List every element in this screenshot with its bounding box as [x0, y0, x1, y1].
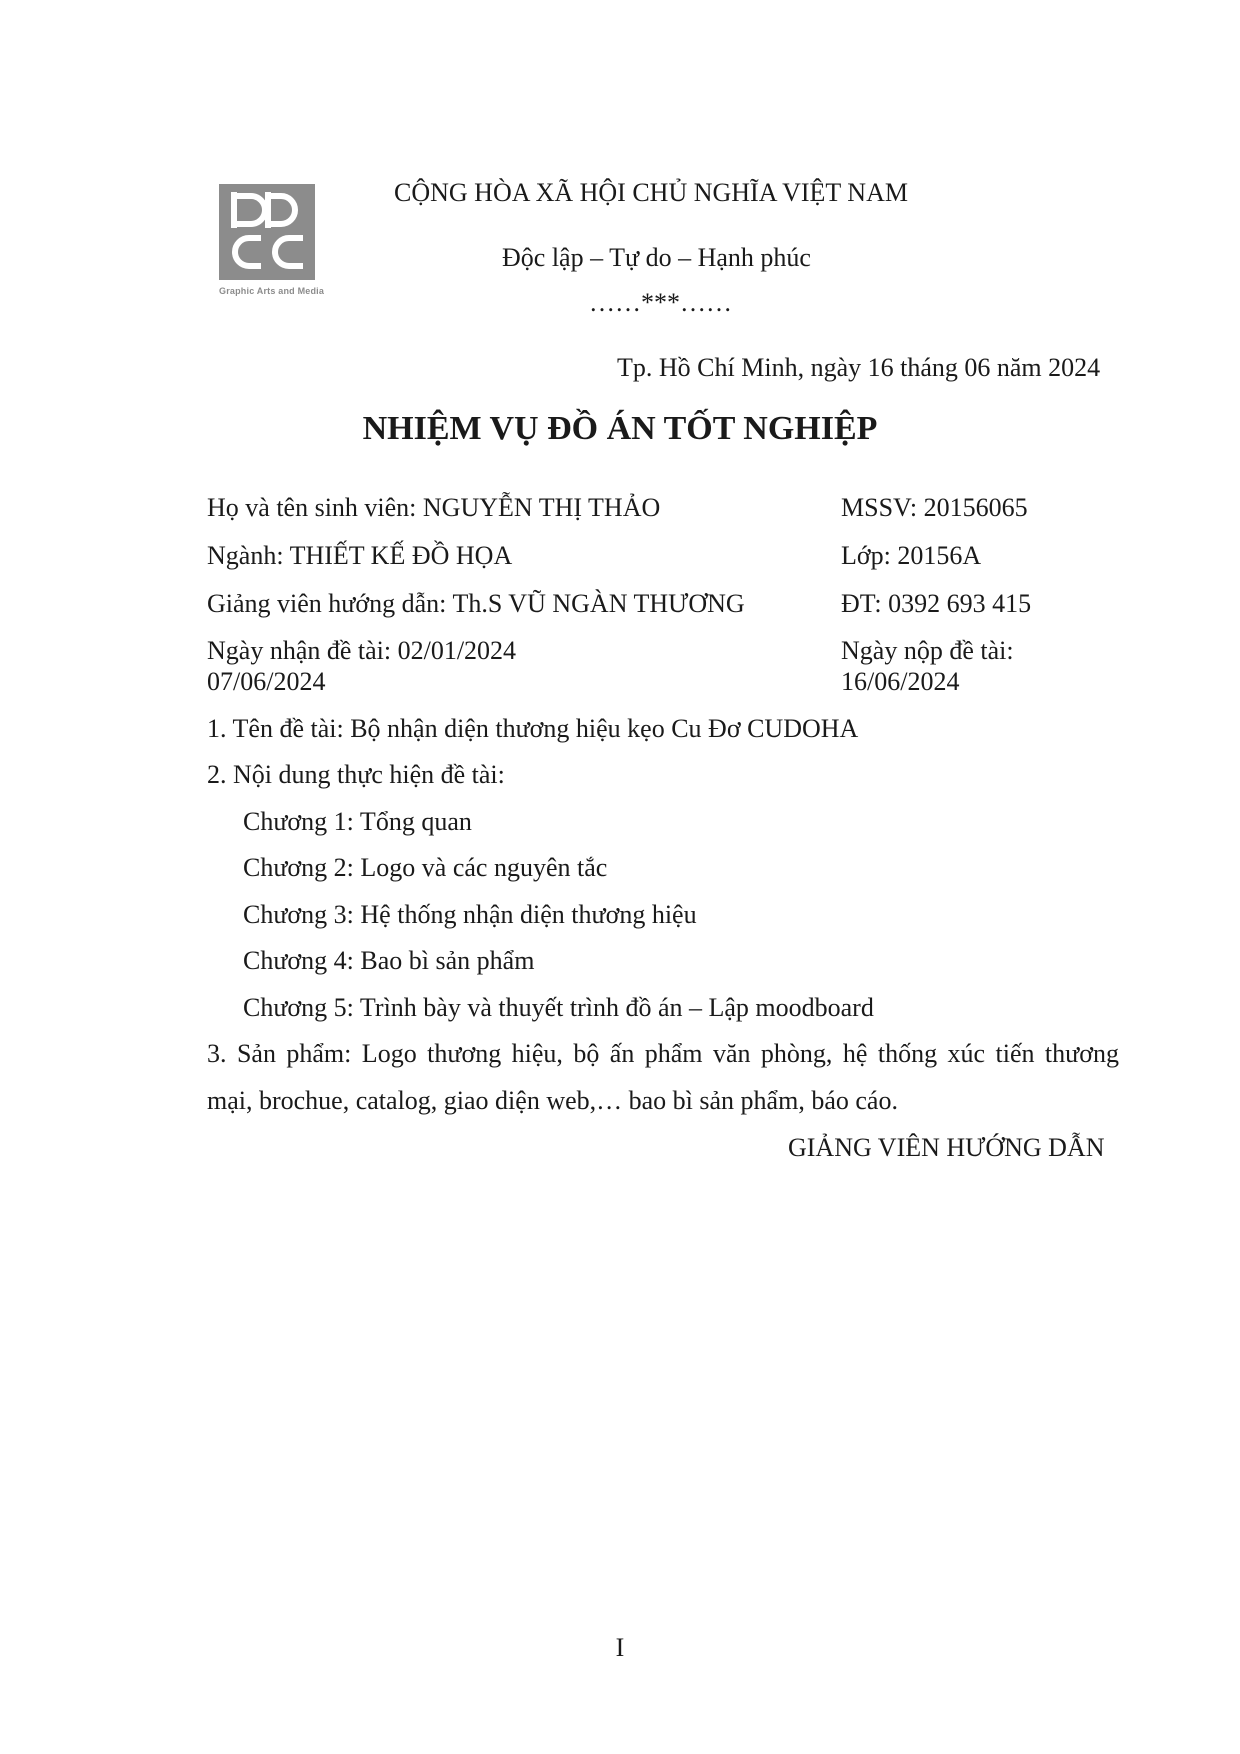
topic-title: 1. Tên đề tài: Bộ nhận diện thương hiệu kẹo Cu Đơ CUDOHA	[207, 714, 859, 743]
chapter-item: Chương 3: Hệ thống nhận diện thương hiệu	[243, 900, 697, 929]
student-id: MSSV: 20156065	[841, 493, 1028, 522]
chapter-item: Chương 4: Bao bì sản phẩm	[243, 946, 535, 975]
student-name: Họ và tên sinh viên: NGUYỄN THỊ THẢO	[207, 493, 661, 522]
submit-date-value: 16/06/2024	[841, 667, 960, 696]
advisor: Giảng viên hướng dẫn: Th.S VŨ NGÀN THƯƠNG	[207, 589, 745, 618]
received-date-label: Ngày nhận đề tài: 02/01/2024	[207, 636, 517, 665]
chapter-item: Chương 1: Tổng quan	[243, 807, 472, 836]
major: Ngành: THIẾT KẾ ĐỒ HỌA	[207, 541, 513, 570]
chapter-item: Chương 2: Logo và các nguyên tắc	[243, 853, 608, 882]
national-motto: Độc lập – Tự do – Hạnh phúc	[502, 243, 811, 272]
place-and-date: Tp. Hồ Chí Minh, ngày 16 tháng 06 năm 2024	[617, 353, 1101, 382]
document-title: NHIỆM VỤ ĐỒ ÁN TỐT NGHIỆP	[362, 410, 878, 447]
products-line-2: mại, brochue, catalog, giao diện web,… bao bì sản phẩm, báo cáo.	[207, 1086, 898, 1115]
submit-date-label: Ngày nộp đề tài:	[841, 636, 1014, 665]
header-separator: ……***……	[589, 288, 732, 317]
content-heading: 2. Nội dung thực hiện đề tài:	[207, 760, 505, 789]
received-date-continuation: 07/06/2024	[207, 667, 326, 696]
class: Lớp: 20156A	[841, 541, 982, 570]
chapter-item: Chương 5: Trình bày và thuyết trình đồ án – Lập moodboard	[243, 993, 874, 1022]
gam-logo-mark-icon	[219, 184, 315, 280]
graphic-arts-media-logo	[219, 184, 315, 280]
advisor-phone: ĐT: 0392 693 415	[841, 589, 1032, 618]
page-number: I	[615, 1633, 625, 1662]
advisor-signature-label: GIẢNG VIÊN HƯỚNG DẪN	[788, 1133, 1105, 1162]
products-line-1: 3. Sản phẩm: Logo thương hiệu, bộ ấn phẩm văn phòng, hệ thống xúc tiến thương	[207, 1039, 1119, 1068]
logo-caption: Graphic Arts and Media	[219, 286, 325, 296]
country-name: CỘNG HÒA XÃ HỘI CHỦ NGHĨA VIỆT NAM	[394, 178, 908, 207]
